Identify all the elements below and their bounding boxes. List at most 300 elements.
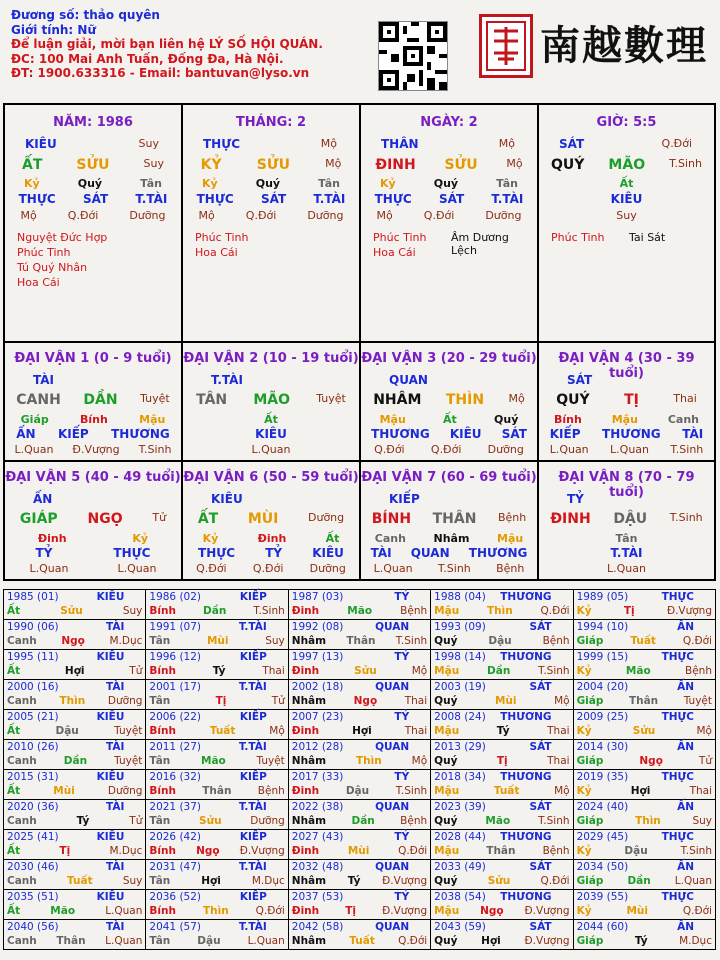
- dai-van-god: KIÊU: [255, 427, 287, 441]
- year-cell-top: [434, 620, 569, 634]
- year-label: 2013 (29): [434, 741, 486, 753]
- dai-van-god: KIÊU: [449, 427, 482, 441]
- year-cell: [146, 860, 288, 890]
- year-god: THỰC: [661, 711, 694, 723]
- year-label: 1996 (12): [149, 651, 202, 663]
- year-chi: Dần: [63, 755, 88, 767]
- year-god: KIẾP: [239, 651, 267, 663]
- year-chi: Mão: [50, 905, 76, 917]
- dai-van-title: ĐẠI VẬN 4 (30 - 39 tuổi): [558, 351, 695, 381]
- pillar-hidden: Kỷ: [202, 177, 218, 190]
- dai-van-god: SÁT: [567, 373, 593, 387]
- year-can: Canh: [7, 635, 37, 647]
- year-cell-bottom: [434, 904, 569, 918]
- dai-van-hidden: Tân: [615, 532, 638, 545]
- year-can: Mậu: [434, 785, 460, 797]
- year-state: Mộ: [411, 665, 428, 677]
- dai-van-chi: NGỌ: [87, 511, 123, 527]
- year-can: Đinh: [291, 605, 320, 617]
- dai-van-state: Tuyệt: [316, 392, 346, 405]
- year-chi: Mão: [347, 605, 373, 617]
- year-cell-top: [577, 740, 712, 754]
- year-label: 2005 (21): [7, 711, 59, 723]
- pillar-chi-state: Suy: [143, 157, 164, 170]
- dai-van-title: ĐẠI VẬN 7 (60 - 69 tuổi): [361, 470, 537, 485]
- year-cell-bottom: [434, 784, 569, 798]
- year-god: TỶ: [394, 651, 410, 663]
- pillar-hidden: Ất: [619, 177, 634, 190]
- pillar-chi: SỬU: [256, 157, 290, 173]
- year-cell: [431, 830, 573, 860]
- year-cell: [431, 620, 573, 650]
- year-cell-top: [434, 680, 569, 694]
- year-cell: [288, 590, 430, 620]
- year-state: M.Dục: [109, 845, 143, 857]
- year-state: Đ.Vượng: [524, 935, 570, 947]
- dai-van-hidden: Kỷ: [132, 532, 149, 545]
- year-cell: [4, 830, 146, 860]
- year-cell: [431, 740, 573, 770]
- year-chi: Dậu: [345, 785, 370, 797]
- pillar-can-chi: [361, 157, 537, 173]
- dai-van-cell: [361, 462, 539, 581]
- year-chi: Thân: [486, 845, 516, 857]
- year-chi: Tị: [345, 905, 356, 917]
- dai-van-hidden: Quý: [494, 413, 519, 426]
- year-god: KIẾP: [239, 711, 267, 723]
- dai-van-fate: Dưỡng: [487, 443, 524, 456]
- year-cell-top: [7, 890, 142, 904]
- year-row: [4, 590, 716, 620]
- year-cell: [146, 710, 288, 740]
- year-cell-bottom: [7, 934, 142, 948]
- year-cell: [4, 590, 146, 620]
- year-chi: Dần: [351, 815, 375, 827]
- year-state: Thai: [262, 665, 285, 677]
- year-cell-bottom: [577, 934, 712, 948]
- dai-van-state: Mộ: [508, 392, 525, 405]
- year-can: Mậu: [434, 665, 460, 677]
- year-god: ẤN: [677, 681, 694, 693]
- year-cell: [288, 800, 430, 830]
- pillar-fate: Mộ: [376, 209, 393, 222]
- year-cell-bottom: [434, 724, 569, 738]
- year-cell: [146, 650, 288, 680]
- year-state: Dưỡng: [107, 785, 143, 797]
- year-cell-bottom: [7, 634, 142, 648]
- year-cell-bottom: [7, 664, 142, 678]
- year-god: SÁT: [529, 741, 552, 753]
- dai-van-chi: DẬU: [613, 511, 648, 527]
- year-god: TÀI: [106, 801, 125, 813]
- year-cell: [288, 620, 430, 650]
- year-cell: [431, 680, 573, 710]
- yearly-table: [3, 589, 716, 950]
- year-state: Tử: [129, 665, 143, 677]
- contact-line: Để luận giải, mời bạn liên hệ LÝ SỐ HỘI QUÁN.: [11, 37, 323, 51]
- year-cell: [288, 860, 430, 890]
- year-god: TÀI: [106, 681, 125, 693]
- year-label: 2019 (35): [576, 771, 629, 783]
- year-row: [4, 740, 716, 770]
- year-label: 1995 (11): [7, 651, 59, 663]
- year-cell-top: [577, 890, 712, 904]
- year-label: 2025 (41): [7, 831, 59, 843]
- year-god: THỰC: [661, 891, 694, 903]
- year-god: SÁT: [529, 681, 552, 693]
- year-cell-top: [292, 710, 427, 724]
- year-chi: Tý: [496, 725, 510, 737]
- year-state: Đ.Vượng: [666, 605, 712, 617]
- year-cell: [573, 860, 715, 890]
- year-state: L.Quan: [105, 935, 143, 947]
- year-cell-bottom: [149, 904, 284, 918]
- year-cell: [573, 740, 715, 770]
- year-label: 1987 (03): [291, 591, 344, 603]
- year-state: Thai: [404, 695, 428, 707]
- year-cell-bottom: [434, 844, 569, 858]
- year-chi: Dậu: [488, 635, 512, 647]
- dai-van-hidden: Ất: [325, 532, 340, 545]
- year-cell-top: [7, 680, 142, 694]
- pillar-top-god: SÁT: [559, 137, 585, 151]
- pillar-hidden-row: [539, 177, 714, 190]
- pillar-god-row: [361, 192, 537, 206]
- year-god: T.TÀI: [238, 921, 267, 933]
- pillar-top-god: KIÊU: [25, 137, 57, 151]
- pillar-cell: [183, 105, 361, 343]
- pillar-hidden: Quý: [433, 177, 459, 190]
- year-god: T.TÀI: [238, 861, 267, 873]
- year-label: 2018 (34): [434, 771, 486, 783]
- year-chi: Tý: [634, 935, 648, 947]
- year-state: Mộ: [554, 785, 570, 797]
- year-label: 2043 (59): [434, 921, 486, 933]
- year-can: Tân: [149, 935, 171, 947]
- year-state: Mộ: [554, 695, 570, 707]
- pillar-star: Hoa Cái: [17, 276, 60, 289]
- year-cell-bottom: [577, 904, 712, 918]
- year-state: Tuyệt: [114, 725, 143, 737]
- year-chi: Mão: [625, 665, 651, 677]
- dai-van-hidden: Mậu: [497, 532, 524, 545]
- pillar-top-state: Suy: [138, 137, 159, 150]
- pillar-fate: Dưỡng: [307, 209, 344, 222]
- year-god: THƯƠNG: [500, 771, 552, 783]
- dai-van-god: THƯƠNG: [602, 427, 661, 441]
- year-chi: Tuất: [67, 875, 93, 887]
- year-row: [4, 800, 716, 830]
- year-god: ẤN: [677, 921, 694, 933]
- year-cell-top: [577, 590, 712, 604]
- year-cell-top: [149, 590, 284, 604]
- year-label: 2034 (50): [576, 861, 629, 873]
- year-cell: [288, 740, 430, 770]
- year-cell-top: [577, 800, 712, 814]
- year-label: 2016 (32): [149, 771, 202, 783]
- year-chi: Tị: [215, 695, 227, 707]
- year-cell-top: [434, 890, 569, 904]
- year-cell-bottom: [292, 844, 427, 858]
- year-state: T.Sinh: [253, 605, 285, 617]
- dai-van-god: KIẾP: [549, 427, 581, 441]
- year-state: Đ.Vượng: [382, 875, 428, 887]
- year-label: 2031 (47): [149, 861, 202, 873]
- year-chi: Mùi: [626, 905, 648, 917]
- year-chi: Mão: [201, 755, 226, 767]
- year-cell-bottom: [292, 604, 427, 618]
- pillar-fate-row: [539, 209, 714, 222]
- year-cell-bottom: [577, 844, 712, 858]
- dai-van-can-chi: [361, 511, 537, 527]
- year-cell: [146, 770, 288, 800]
- year-state: Dưỡng: [250, 815, 285, 827]
- pillar-cell: [539, 105, 714, 343]
- pillar-god: THỰC: [18, 192, 56, 206]
- pillar-title: NGÀY: 2: [420, 115, 478, 130]
- dai-van-title: ĐẠI VẬN 3 (20 - 29 tuổi): [361, 351, 537, 366]
- year-label: 2011 (27): [149, 741, 202, 753]
- year-chi: Ngọ: [639, 755, 663, 767]
- dai-van-god: THỰC: [198, 546, 236, 560]
- year-cell-top: [149, 680, 284, 694]
- pillar-fate: Dưỡng: [129, 209, 166, 222]
- year-state: Q.Đới: [540, 875, 570, 887]
- dai-van-fate: Đ.Vượng: [72, 443, 120, 456]
- year-cell: [4, 860, 146, 890]
- dai-van-can: ĐINH: [550, 511, 591, 527]
- year-state: M.Dục: [109, 635, 143, 647]
- dai-van-title: ĐẠI VẬN 2 (10 - 19 tuổi): [183, 351, 359, 366]
- year-chi: Dậu: [55, 725, 79, 737]
- year-chi: Mão: [485, 815, 511, 827]
- year-chi: Tuất: [630, 635, 656, 647]
- year-cell-bottom: [292, 724, 427, 738]
- year-cell: [146, 830, 288, 860]
- year-cell-bottom: [149, 634, 284, 648]
- year-god: SÁT: [529, 861, 552, 873]
- dai-van-can: QUÝ: [556, 392, 590, 408]
- year-cell-bottom: [292, 754, 427, 768]
- year-cell-top: [434, 830, 569, 844]
- pillar-star: Nguyệt Đức Hợp: [17, 231, 108, 244]
- dai-van-title: ĐẠI VẬN 1 (0 - 9 tuổi): [14, 351, 172, 366]
- dai-van-fate: Dưỡng: [309, 562, 346, 575]
- dai-van-hidden-row: [539, 532, 714, 545]
- year-cell: [573, 680, 715, 710]
- dai-van-hidden-row: [183, 532, 359, 545]
- dai-van-god: THỰC: [113, 546, 151, 560]
- year-god: TỶ: [394, 591, 410, 603]
- dai-van-fate: T.Sinh: [138, 443, 172, 456]
- year-label: 2023 (39): [434, 801, 486, 813]
- dai-van-god-row: [361, 546, 537, 560]
- pillar-star: Tú Quý Nhân: [17, 261, 88, 274]
- year-cell-top: [7, 800, 142, 814]
- year-god: THƯƠNG: [500, 651, 552, 663]
- year-god: KIẾP: [239, 891, 267, 903]
- dai-van-god: T.TÀI: [211, 373, 243, 387]
- dai-van-hidden: Mậu: [379, 413, 406, 426]
- header-info: [11, 8, 341, 81]
- pillar-god: T.TÀI: [313, 192, 346, 206]
- year-cell: [146, 740, 288, 770]
- year-cell: [4, 620, 146, 650]
- year-cell-bottom: [7, 724, 142, 738]
- year-cell-top: [292, 740, 427, 754]
- year-can: Kỷ: [576, 605, 592, 617]
- pillar-fate-row: [183, 209, 359, 222]
- year-can: Quý: [434, 875, 458, 887]
- year-chi: Dần: [487, 665, 511, 677]
- pillar-god: KIÊU: [610, 192, 643, 206]
- year-cell-bottom: [149, 784, 284, 798]
- pillar-fate-row: [5, 209, 181, 222]
- year-cell-top: [7, 740, 142, 754]
- year-label: 2036 (52): [149, 891, 202, 903]
- year-cell: [431, 890, 573, 920]
- dai-van-can: ẤT: [197, 511, 219, 527]
- year-cell: [146, 920, 288, 950]
- year-god: ẤN: [677, 801, 694, 813]
- year-cell-top: [149, 920, 284, 934]
- year-chi: Hợi: [630, 785, 651, 797]
- year-cell-top: [577, 620, 712, 634]
- red-seal-icon: [479, 14, 533, 78]
- year-state: Mộ: [696, 725, 712, 737]
- dai-van-fate-row: [539, 562, 714, 575]
- year-cell: [431, 650, 573, 680]
- pillar-star: Phúc Tinh: [551, 231, 605, 244]
- year-cell-top: [149, 800, 284, 814]
- year-chi: Tý: [212, 665, 226, 677]
- dai-van-title: ĐẠI VẬN 8 (70 - 79 tuổi): [558, 470, 695, 500]
- year-can: Quý: [434, 695, 458, 707]
- year-cell-top: [434, 710, 569, 724]
- dai-van-can-chi: [5, 392, 181, 408]
- year-label: 2027 (43): [291, 831, 344, 843]
- pillar-hidden: Quý: [77, 177, 103, 190]
- dai-van-fate: L.Quan: [373, 562, 413, 575]
- dai-van-state: Dưỡng: [308, 511, 345, 524]
- year-can: Canh: [7, 875, 37, 887]
- pillar-top-god: THỰC: [203, 137, 241, 151]
- year-can: Tân: [149, 875, 171, 887]
- year-cell: [146, 620, 288, 650]
- year-god: QUAN: [375, 861, 410, 873]
- pillar-star: Phúc Tinh: [373, 231, 427, 244]
- year-cell-bottom: [149, 754, 284, 768]
- year-chi: Ngọ: [61, 635, 85, 647]
- year-row: [4, 830, 716, 860]
- year-cell-top: [292, 650, 427, 664]
- dai-van-hidden: Giáp: [20, 413, 49, 426]
- year-cell-top: [292, 860, 427, 874]
- year-cell-bottom: [577, 604, 712, 618]
- year-cell-bottom: [7, 904, 142, 918]
- dai-van-god-row: [539, 546, 714, 560]
- dai-van-can: NHÂM: [373, 392, 422, 408]
- dai-van-hidden-row: [361, 413, 537, 426]
- year-chi: Thân: [56, 935, 86, 947]
- year-label: 1994 (10): [576, 621, 629, 633]
- year-god: THỰC: [661, 651, 694, 663]
- year-label: 2002 (18): [291, 681, 344, 693]
- dai-van-fate-row: [5, 443, 181, 456]
- year-cell-top: [434, 650, 569, 664]
- year-cell-bottom: [577, 694, 712, 708]
- year-label: 1997 (13): [291, 651, 344, 663]
- dai-van-hidden: Ất: [443, 413, 457, 426]
- dai-van-hidden-row: [5, 413, 181, 426]
- pillar-chi: SỬU: [76, 157, 110, 173]
- year-cell-bottom: [577, 634, 712, 648]
- year-row: [4, 650, 716, 680]
- dai-van-chi: THÌN: [445, 392, 485, 408]
- year-cell-bottom: [292, 814, 427, 828]
- year-god: TÀI: [106, 861, 125, 873]
- pillar-title: GIỜ: 5:5: [596, 115, 657, 130]
- year-can: Ất: [7, 665, 21, 677]
- dai-van-state: T.Sinh: [669, 511, 703, 524]
- year-can: Đinh: [291, 725, 320, 737]
- year-cell-top: [577, 650, 712, 664]
- year-god: THƯƠNG: [500, 831, 552, 843]
- year-can: Ất: [7, 785, 21, 797]
- dai-van-can-chi: [361, 392, 537, 408]
- year-can: Canh: [7, 695, 37, 707]
- pillar-title: NĂM: 1986: [53, 115, 133, 130]
- year-label: 1988 (04): [434, 591, 486, 603]
- dai-van-hidden-row: [361, 532, 537, 545]
- dai-van-fate: Bệnh: [496, 562, 525, 575]
- year-cell: [4, 770, 146, 800]
- year-state: L.Quan: [247, 935, 285, 947]
- dai-van-hidden: Bính: [80, 413, 108, 426]
- pillar-fate: Q.Đới: [423, 209, 455, 222]
- year-god: ẤN: [677, 861, 694, 873]
- year-label: 1991 (07): [149, 621, 202, 633]
- pillar-star: Phúc Tinh: [195, 231, 249, 244]
- pillar-cell: [361, 105, 539, 343]
- brand-calligraphy: 南越數理: [540, 22, 708, 69]
- year-can: Quý: [434, 755, 458, 767]
- year-cell-bottom: [577, 754, 712, 768]
- year-can: Nhâm: [291, 875, 327, 887]
- year-label: 2001 (17): [149, 681, 202, 693]
- year-god: SÁT: [529, 921, 552, 933]
- year-can: Nhâm: [291, 935, 327, 947]
- year-cell-bottom: [577, 814, 712, 828]
- gender: Giới tính: Nữ: [11, 22, 96, 37]
- year-god: ẤN: [677, 741, 694, 753]
- year-can: Kỷ: [576, 785, 592, 797]
- year-chi: Thìn: [59, 695, 86, 707]
- year-label: 2035 (51): [7, 891, 59, 903]
- year-cell: [146, 680, 288, 710]
- pillar-hidden: Kỷ: [380, 177, 396, 190]
- year-chi: Tị: [623, 605, 635, 617]
- dai-van-cell: [5, 343, 183, 462]
- year-cell: [288, 710, 430, 740]
- dai-van-fate: T.Sinh: [437, 562, 471, 575]
- year-state: Bệnh: [542, 845, 570, 857]
- year-cell: [4, 710, 146, 740]
- year-state: Q.Đới: [255, 905, 285, 917]
- year-cell-bottom: [434, 934, 569, 948]
- pillar-can-chi: [539, 157, 714, 173]
- pillar-god: T.TÀI: [135, 192, 168, 206]
